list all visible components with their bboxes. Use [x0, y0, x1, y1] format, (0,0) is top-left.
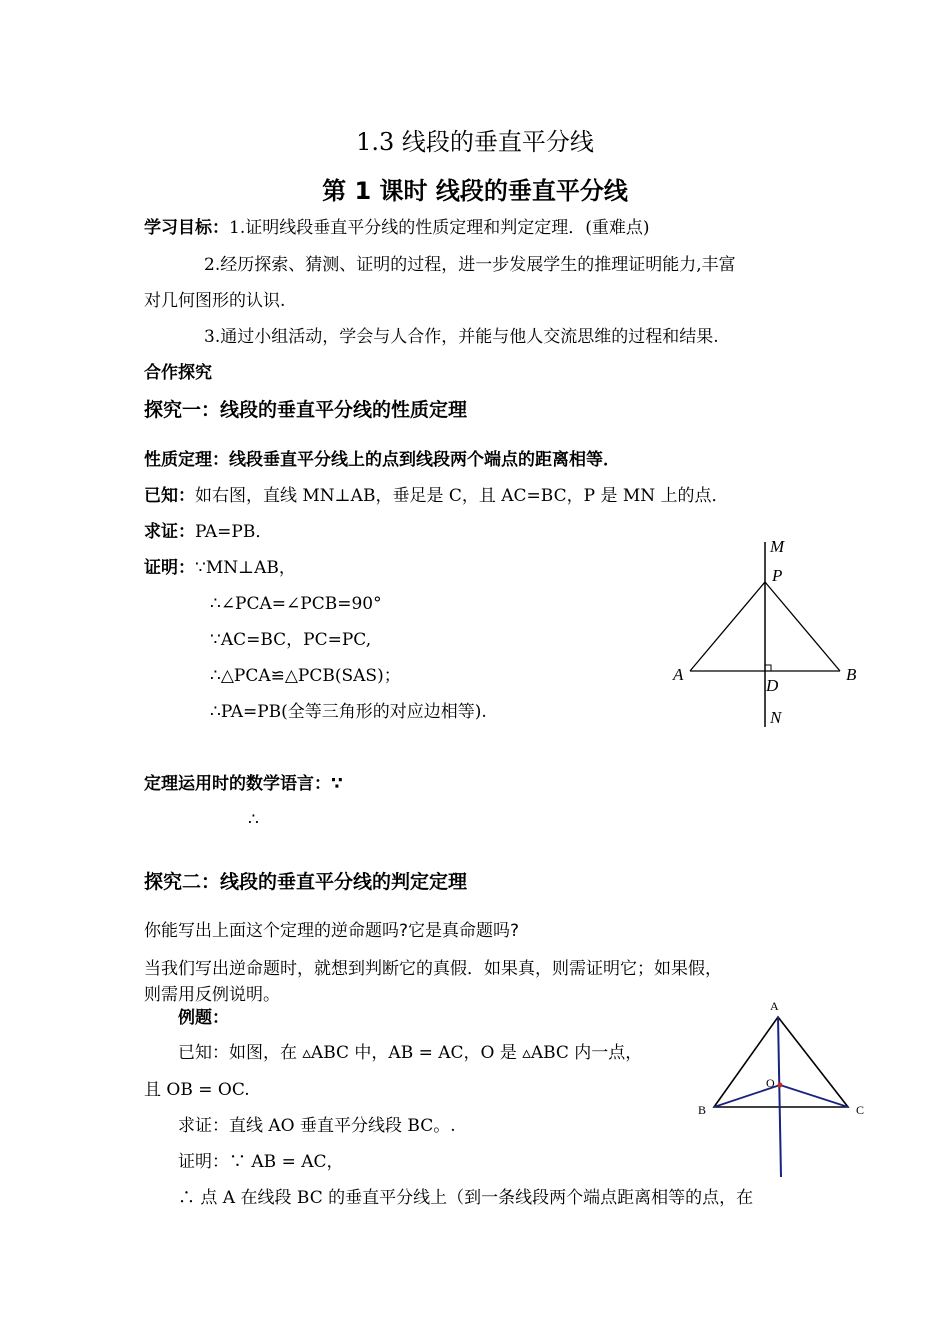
lesson-subtitle: 第 1 课时 线段的垂直平分线: [322, 177, 628, 205]
triangle-abc-figure: [690, 995, 870, 1180]
label-p: P: [772, 566, 783, 585]
proof-step: ∵AC=BC，PC=PC,: [210, 630, 372, 650]
objective-item-1: 1.证明线段垂直平分线的性质定理和判定定理．(重难点): [229, 218, 650, 238]
objective-item-1-line: [144, 217, 649, 239]
given-line: [144, 485, 729, 507]
proof-step: ∵MN⊥AB，: [195, 558, 296, 578]
point-o: [778, 1083, 783, 1088]
proof-step: ∴∠PCA=∠PCB=90°: [210, 594, 382, 614]
label-c2: C: [856, 1103, 865, 1117]
property-theorem: 性质定理：线段垂直平分线上的点到线段两个端点的距离相等．: [144, 450, 620, 470]
segment-pa: [690, 582, 765, 671]
label-a: A: [673, 665, 684, 684]
label-b2: B: [698, 1103, 707, 1117]
math-language-label: 定理运用时的数学语言：∵: [144, 774, 343, 794]
example-proof-line-2: ∴ 点 A 在线段 BC 的垂直平分线上（到一条线段两个端点距离相等的点，在: [178, 1188, 754, 1208]
prove-line: [144, 521, 272, 543]
converse-question: 你能写出上面这个定理的逆命题吗?它是真命题吗?: [144, 921, 520, 941]
objective-item-2a: 2.经历探索、猜测、证明的过程，进一步发展学生的推理证明能力,丰富: [204, 255, 736, 275]
proof-line-1: [144, 557, 296, 579]
given-text: 如右图，直线 MN⊥AB，垂足是 C，且 AC=BC，P 是 MN 上的点．: [195, 486, 729, 506]
prove-label: 求证：: [144, 522, 195, 542]
converse-para-1: 当我们写出逆命题时，就想到判断它的真假．如果真，则需证明它；如果假，: [144, 959, 722, 979]
converse-para-2: 则需用反例说明。: [144, 985, 280, 1005]
right-angle-mark: [765, 665, 771, 671]
segment-pb: [765, 582, 840, 671]
page-title: 1.3 线段的垂直平分线: [356, 128, 594, 156]
example-given-2: 且 OB = OC.: [144, 1080, 250, 1100]
objective-item-3: 3.通过小组活动，学会与人合作，并能与他人交流思维的过程和结果.: [204, 327, 719, 347]
example-given-1: 已知：如图，在 ▵ABC 中，AB = AC，O 是 ▵ABC 内一点，: [178, 1043, 643, 1063]
math-language-therefore: ∴: [248, 810, 259, 830]
proof-step: ∴PA=PB(全等三角形的对应边相等).: [210, 702, 487, 722]
label-a2: A: [770, 999, 779, 1013]
objectives-label: 学习目标：: [144, 218, 229, 238]
objective-item-2b: 对几何图形的认识.: [144, 291, 286, 311]
cooperation-heading: 合作探究: [144, 363, 212, 383]
perpendicular-bisector-figure: [665, 530, 870, 735]
example-label: 例题：: [178, 1008, 229, 1028]
line-ao: [778, 1017, 781, 1177]
given-label: 已知：: [144, 486, 195, 506]
example-prove: 求证：直线 AO 垂直平分线段 BC。.: [178, 1116, 456, 1136]
segment-oc: [780, 1085, 848, 1107]
section1-heading: 探究一：线段的垂直平分线的性质定理: [144, 399, 468, 421]
proof-label: 证明：: [144, 558, 195, 578]
triangle-abc: [714, 1017, 848, 1107]
proof-step: ∴△PCA≌△PCB(SAS)；: [210, 666, 401, 686]
example-proof-start: 证明：∵ AB = AC，: [178, 1152, 344, 1172]
prove-text: PA=PB．: [195, 522, 273, 542]
label-n: N: [770, 708, 782, 727]
label-o2: O: [766, 1076, 775, 1090]
label-d: D: [766, 676, 779, 695]
label-m: M: [770, 537, 785, 556]
section2-heading: 探究二：线段的垂直平分线的判定定理: [144, 871, 468, 893]
label-b: B: [846, 665, 857, 684]
